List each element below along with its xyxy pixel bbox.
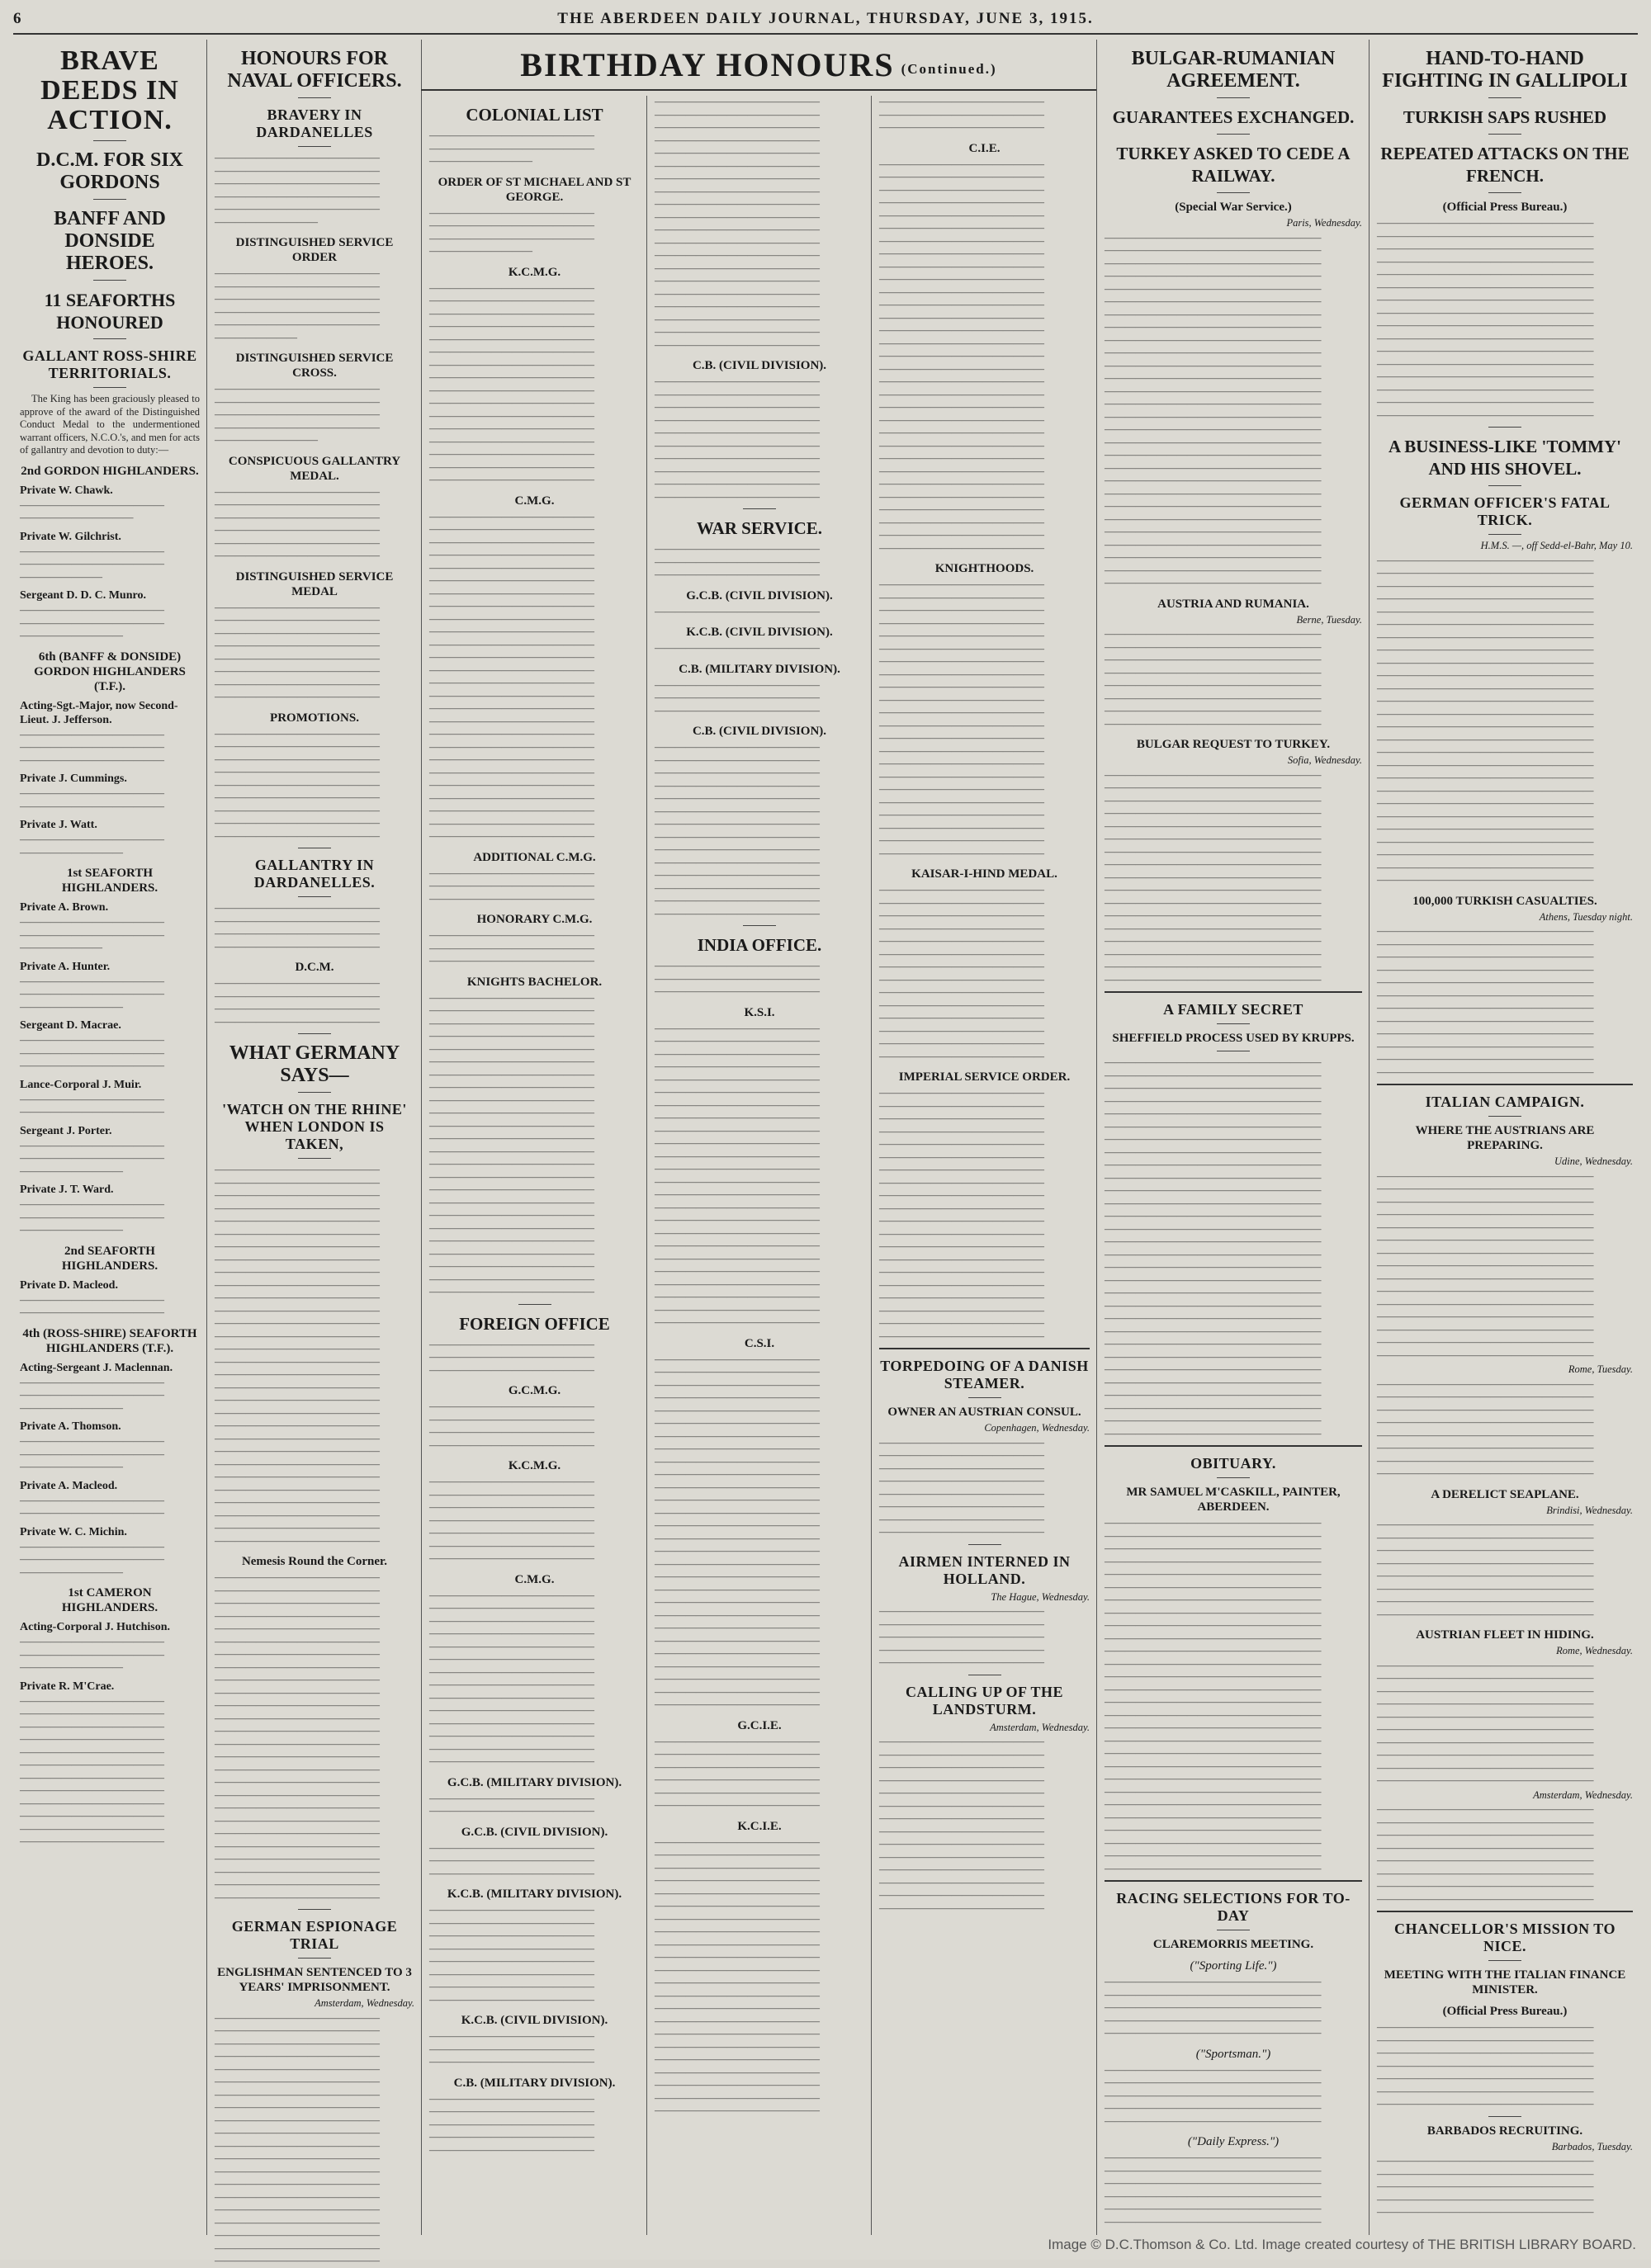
section-heading: C.S.I.: [744, 1336, 775, 1350]
recipient-name: Acting-Sergeant J. Maclennan.: [20, 1361, 173, 1374]
section-heading: C.B. (CIVIL DIVISION).: [692, 359, 827, 372]
dateline: Brindisi, Wednesday.: [1546, 1504, 1633, 1516]
section-heading: IMPERIAL SERVICE ORDER.: [898, 1070, 1071, 1084]
column-gallipoli: HAND-TO-HAND FIGHTING IN GALLIPOLI TURKISH SAPS RUSHED REPEATED ATTACKS ON THE FRENCH. (Official Press Bureau.) ————————————————————— ————————————————————— ————————————————————— ————————————————————— ————————————————————— ————————————————————— ————————————————————— ————————————————————— ————————————————————— ————————————————————— ————————————————————— ————————————————————— ————————————————————— ————————————————————— ————————————————————— ————————————————————— A BUSINESS-LIKE 'TOMMY' AND HIS SHOVEL. GERMAN OFFICER'S FATAL TRICK. H.M.S. —, off Sedd-el-Bahr, May 10. ————————————————————— ————————————————————— ————————————————————— ————————————————————— ————————————————————— ————————————————————— ————————————————————— ————————————————————— ————————————————————— ————————————————————— ————————————————————— ————————————————————— ————————————————————— ————————————————————— ————————————————————— ————————————————————— ————————————————————— ————————————————————— ————————————————————— ————————————————————— ————————————————————— ————————————————————— ————————————————————— ————————————————————— ————————————————————— ————————————————————— 100,000 TURKISH CASUALTIES. Athens, Tuesday night. ————————————————————— ————————————————————— ————————————————————— ————————————————————— ————————————————————— ————————————————————— ————————————————————— ————————————————————— ————————————————————— ————————————————————— ————————————————————— ————————————————————— ITALIAN CAMPAIGN. WHERE THE AUSTRIANS ARE PREPARING. Udine, Wednesday. ————————————————————— ————————————————————— ————————————————————— ————————————————————— ————————————————————— ————————————————————— ————————————————————— ————————————————————— ————————————————————— ————————————————————— ————————————————————— ————————————————————— ————————————————————— ————————————————————— ————————————————————— Rome, Tuesday. ————————————————————— ————————————————————— ————————————————————— ————————————————————— ————————————————————— ————————————————————— ————————————————————— ————————————————————— A DERELICT SEAPLANE. Brindisi, Wednesday. ————————————————————— ————————————————————— ————————————————————— ————————————————————— ————————————————————— ————————————————————— ————————————————————— ————————————————————— AUSTRIAN FLEET IN HIDING. Rome, Wednesday. ————————————————————— ————————————————————— ————————————————————— ————————————————————— ————————————————————— ————————————————————— ————————————————————— ————————————————————— ————————————————————— ————————————————————— Amsterdam, Wednesday. ————————————————————— ————————————————————— ————————————————————— ————————————————————— ————————————————————— ————————————————————— ————————————————————— ————————————————————— CHANCELLOR'S MISSION TO NICE. MEETING WITH THE ITALIAN FINANCE MINISTER. (Official Press Bureau.) ————————————————————— ————————————————————— ————————————————————— ————————————————————— ————————————————————— ————————————————————— ————————————————————— BARBADOS RECRUITING. Barbados, Tuesday. ————————————————————— ————————————————————— ————————————————————— ————————————————————— —————————————————————: [1377, 48, 1633, 2218]
section-heading: C.B. (MILITARY DIVISION).: [679, 662, 840, 676]
source-line: (Official Press Bureau.): [1442, 2005, 1568, 2018]
recipient-name: Private R. M'Crae.: [20, 1680, 115, 1693]
section-heading: DISTINGUISHED SERVICE CROSS.: [235, 352, 394, 380]
section-heading: FOREIGN OFFICE: [459, 1313, 610, 1334]
subheadline: TURKEY ASKED TO CEDE A RAILWAY.: [1116, 144, 1351, 186]
headline: GALLANTRY IN DARDANELLES.: [253, 857, 376, 891]
subheadline: MEETING WITH THE ITALIAN FINANCE MINISTER.: [1384, 1968, 1626, 1996]
recipient-name: Private D. Macleod.: [20, 1278, 118, 1292]
dateline: The Hague, Wednesday.: [991, 1590, 1090, 1603]
regiment-heading: 2nd SEAFORTH HIGHLANDERS.: [61, 1244, 158, 1273]
headline: BULGAR-RUMANIAN AGREEMENT.: [1131, 48, 1336, 92]
source-line: ("Sportsman."): [1195, 2047, 1271, 2061]
headline: ITALIAN CAMPAIGN.: [1425, 1094, 1585, 1110]
headline: GERMAN ESPIONAGE TRIAL: [231, 1918, 398, 1952]
section-heading: ORDER OF ST MICHAEL AND ST GEORGE.: [438, 175, 632, 204]
section-heading: BULGAR REQUEST TO TURKEY.: [1136, 738, 1331, 751]
recipient-name: Private J. Cummings.: [20, 773, 127, 785]
subheadline: GALLANT ROSS-SHIRE TERRITORIALS.: [22, 347, 197, 381]
birthday-honours-banner: [421, 40, 1096, 91]
section-heading: KNIGHTHOODS.: [934, 562, 1034, 575]
column-colonial-list: COLONIAL LIST ———————————————— ———————————————— —————————— ORDER OF ST MICHAEL AND ST GEORGE. ———————————————— ———————————————— ———————————————— —————————— K.C.M.G. ———————————————— ———————————————— ———————————————— ———————————————— ———————————————— ———————————————— ———————————————— ———————————————— ———————————————— ———————————————— ———————————————— ———————————————— ———————————————— ———————————————— ———————————————— ———————————————— C.M.G. ———————————————— ———————————————— ———————————————— ———————————————— ———————————————— ———————————————— ———————————————— ———————————————— ———————————————— ———————————————— ———————————————— ———————————————— ———————————————— ———————————————— ———————————————— ———————————————— ———————————————— ———————————————— ———————————————— ———————————————— ———————————————— ———————————————— ———————————————— ———————————————— ———————————————— ———————————————— ADDITIONAL C.M.G. ———————————————— ———————————————— ———————————————— HONORARY C.M.G. ———————————————— ———————————————— ———————————————— KNIGHTS BACHELOR. ———————————————— ———————————————— ———————————————— ———————————————— ———————————————— ———————————————— ———————————————— ———————————————— ———————————————— ———————————————— ———————————————— ———————————————— ———————————————— ———————————————— ———————————————— ———————————————— ———————————————— ———————————————— ———————————————— ———————————————— ———————————————— ———————————————— ———————————————— ———————————————— FOREIGN OFFICE ———————————————— ———————————————— ———————————————— G.C.M.G. ———————————————— ———————————————— ———————————————— ———————————————— K.C.M.G. ———————————————— ———————————————— ———————————————— ———————————————— ———————————————— ———————————————— ———————————————— C.M.G. ———————————————— ———————————————— ———————————————— ———————————————— ———————————————— ———————————————— ———————————————— ———————————————— ———————————————— ———————————————— ———————————————— ———————————————— ———————————————— ———————————————— G.C.B. (MILITARY DIVISION). ———————————————— ———————————————— G.C.B. (CIVIL DIVISION). ———————————————— ———————————————— ———————————————— K.C.B. (MILITARY DIVISION). ———————————————— ———————————————— ———————————————— ———————————————— ———————————————— ———————————————— ———————————————— ———————————————— K.C.B. (CIVIL DIVISION). ———————————————— ———————————————— ———————————————— C.B. (MILITARY DIVISION). ———————————————— ———————————————— ———————————————— ———————————————— ————————————————: [423, 96, 646, 2235]
section-heading: A DERELICT SEAPLANE.: [1431, 1487, 1579, 1501]
column-rule: [206, 40, 207, 2235]
dateline: Sofia, Wednesday.: [1287, 754, 1362, 766]
recipient-name: Sergeant J. Porter.: [20, 1124, 112, 1137]
masthead: THE ABERDEEN DAILY JOURNAL, THURSDAY, JUNE 3, 1915.: [557, 10, 1094, 27]
dateline: Barbados, Tuesday.: [1551, 2140, 1633, 2152]
section-heading: 100,000 TURKISH CASUALTIES.: [1412, 894, 1597, 908]
dateline: H.M.S. —, off Sedd-el-Bahr, May 10.: [1480, 540, 1633, 551]
subheadline: CLAREMORRIS MEETING.: [1152, 1938, 1314, 1951]
section-heading: INDIA OFFICE.: [697, 935, 822, 955]
page-number: 6: [13, 10, 22, 27]
section-heading: WAR SERVICE.: [696, 518, 823, 538]
dateline: Amsterdam, Wednesday.: [1533, 1788, 1633, 1801]
subheadline: ENGLISHMAN SENTENCED TO 3 YEARS' IMPRISONMENT.: [217, 1966, 412, 1994]
column-war-service: ———————————————— ———————————————— ———————————————— ———————————————— ———————————————— ———————————————— ———————————————— ———————————————— ———————————————— ———————————————— ———————————————— ———————————————— ———————————————— ———————————————— ———————————————— ———————————————— ———————————————— ———————————————— ———————————————— ———————————————— C.B. (CIVIL DIVISION). ———————————————— ———————————————— ———————————————— ———————————————— ———————————————— ———————————————— ———————————————— ———————————————— ———————————————— ———————————————— WAR SERVICE. ———————————————— ———————————————— ———————————————— G.C.B. (CIVIL DIVISION). ———————————————— K.C.B. (CIVIL DIVISION). ———————————————— C.B. (MILITARY DIVISION). ———————————————— ———————————————— ———————————————— C.B. (CIVIL DIVISION). ———————————————— ———————————————— ———————————————— ———————————————— ———————————————— ———————————————— ———————————————— ———————————————— ———————————————— ———————————————— ———————————————— ———————————————— ———————————————— ———————————————— INDIA OFFICE. ———————————————— ———————————————— ———————————————— K.S.I. ———————————————— ———————————————— ———————————————— ———————————————— ———————————————— ———————————————— ———————————————— ———————————————— ———————————————— ———————————————— ———————————————— ———————————————— ———————————————— ———————————————— ———————————————— ———————————————— ———————————————— ———————————————— ———————————————— ———————————————— ———————————————— ———————————————— ———————————————— ———————————————— C.S.I. ———————————————— ———————————————— ———————————————— ———————————————— ———————————————— ———————————————— ———————————————— ———————————————— ———————————————— ———————————————— ———————————————— ———————————————— ———————————————— ———————————————— ———————————————— ———————————————— ———————————————— ———————————————— ———————————————— ———————————————— ———————————————— ———————————————— ———————————————— ———————————————— ———————————————— ———————————————— ———————————————— ———————————————— G.C.I.E. ———————————————— ———————————————— ———————————————— ———————————————— ———————————————— ———————————————— K.C.I.E. ———————————————— ———————————————— ———————————————— ———————————————— ———————————————— ———————————————— ———————————————— ———————————————— ———————————————— ———————————————— ———————————————— ———————————————— ———————————————— ———————————————— ———————————————— ———————————————— ———————————————— ———————————————— ———————————————— ———————————————— ———————————————— ————————————————: [648, 96, 871, 2235]
subheadline: BANFF AND DONSIDE HEROES.: [54, 208, 166, 274]
dateline: Rome, Wednesday.: [1556, 1645, 1633, 1656]
subheadline: TURKISH SAPS RUSHED: [1403, 107, 1607, 127]
subheadline: BRAVERY IN DARDANELLES: [256, 106, 373, 140]
section-heading: HONORARY C.M.G.: [476, 913, 593, 926]
regiment-heading: 2nd GORDON HIGHLANDERS.: [21, 464, 199, 478]
section-heading: COLONIAL LIST: [466, 105, 603, 125]
headline: WHAT GERMANY SAYS—: [229, 1042, 400, 1086]
dateline: Udine, Wednesday.: [1554, 1155, 1633, 1167]
section-heading: G.C.I.E.: [737, 1718, 782, 1732]
recipient-name: Acting-Sgt.-Major, now Second-Lieut. J. Jefferson.: [20, 699, 178, 726]
subheadline: 'WATCH ON THE RHINE' WHEN LONDON IS TAKEN,: [222, 1101, 407, 1152]
section-heading: C.M.G.: [514, 1572, 555, 1586]
column-rule: [1096, 40, 1097, 2235]
dateline: Athens, Tuesday night.: [1539, 910, 1633, 923]
headline: A BUSINESS-LIKE 'TOMMY' AND HIS SHOVEL.: [1388, 437, 1621, 479]
headline: TORPEDOING OF A DANISH STEAMER.: [880, 1358, 1089, 1392]
section-heading: G.C.M.G.: [508, 1384, 561, 1397]
section-heading: G.C.B. (CIVIL DIVISION).: [686, 588, 833, 602]
regiment-heading: 1st CAMERON HIGHLANDERS.: [61, 1586, 158, 1614]
image-credit: Image © D.C.Thomson & Co. Ltd. Image created courtesy of THE BRITISH LIBRARY BOARD.: [1048, 2237, 1636, 2252]
regiment-heading: 4th (ROSS-SHIRE) SEAFORTH HIGHLANDERS (T.F.).: [22, 1326, 197, 1355]
recipient-name: Lance-Corporal J. Muir.: [20, 1078, 142, 1091]
recipient-name: Private A. Macleod.: [20, 1479, 118, 1492]
column-rule: [1369, 40, 1370, 2235]
headline: AIRMEN INTERNED IN HOLLAND.: [898, 1552, 1071, 1587]
dateline: Rome, Tuesday.: [1568, 1363, 1633, 1375]
section-heading: K.S.I.: [744, 1005, 775, 1019]
dateline: Amsterdam, Wednesday.: [315, 1997, 414, 2009]
recipient-name: Sergeant D. D. C. Munro.: [20, 589, 146, 602]
column-rule: [421, 40, 422, 2235]
section-heading: C.I.E.: [968, 141, 1001, 155]
subheadline: GUARANTEES EXCHANGED.: [1112, 107, 1355, 127]
column-rule: [646, 96, 647, 2235]
headline: OBITUARY.: [1190, 1455, 1276, 1472]
subheadline: MR SAMUEL M'CASKILL, PAINTER, ABERDEEN.: [1126, 1486, 1341, 1514]
section-heading: Nemesis Round the Corner.: [241, 1555, 388, 1568]
source-line: (Official Press Bureau.): [1442, 201, 1568, 214]
recipient-name: Acting-Corporal J. Hutchison.: [20, 1621, 170, 1633]
column-rule: [871, 96, 872, 2235]
subheadline: WHERE THE AUSTRIANS ARE PREPARING.: [1415, 1124, 1595, 1152]
recipient-name: Private W. Gilchrist.: [20, 530, 121, 543]
section-heading: ADDITIONAL C.M.G.: [473, 850, 596, 864]
source-line: ("Daily Express."): [1187, 2135, 1280, 2148]
section-heading: C.B. (CIVIL DIVISION).: [692, 725, 827, 738]
subheadline: REPEATED ATTACKS ON THE FRENCH.: [1380, 144, 1630, 186]
recipient-name: Private A. Hunter.: [20, 960, 111, 973]
recipient-name: Private J. T. Ward.: [20, 1184, 114, 1196]
subheadline: 11 SEAFORTHS HONOURED: [44, 290, 176, 333]
dateline: Paris, Wednesday.: [1286, 217, 1362, 229]
section-heading: KAISAR-I-HIND MEDAL.: [911, 867, 1057, 881]
recipient-name: Private J. Watt.: [20, 819, 97, 831]
headline: A FAMILY SECRET: [1163, 1001, 1303, 1018]
recipient-name: Private W. C. Michin.: [20, 1525, 127, 1538]
section-heading: C.M.G.: [514, 494, 555, 508]
subheadline: D.C.M. FOR SIX GORDONS: [36, 149, 183, 193]
section-heading: K.C.M.G.: [508, 1459, 561, 1472]
regiment-heading: 6th (BANFF & DONSIDE) GORDON HIGHLANDERS (T.F.).: [34, 650, 186, 693]
service-line: (Special War Service.): [1175, 201, 1292, 214]
section-heading: K.C.B. (CIVIL DIVISION).: [686, 626, 833, 639]
section-heading: K.C.B. (CIVIL DIVISION).: [461, 2014, 608, 2027]
headline: HAND-TO-HAND FIGHTING IN GALLIPOLI: [1382, 48, 1628, 92]
column-bulgar-rumanian: BULGAR-RUMANIAN AGREEMENT. GUARANTEES EXCHANGED. TURKEY ASKED TO CEDE A RAILWAY. (Special War Service.) Paris, Wednesday. ————————————————————— ————————————————————— ————————————————————— ————————————————————— ————————————————————— ————————————————————— ————————————————————— ————————————————————— ————————————————————— ————————————————————— ————————————————————— ————————————————————— ————————————————————— ————————————————————— ————————————————————— ————————————————————— ————————————————————— ————————————————————— ————————————————————— ————————————————————— ————————————————————— ————————————————————— ————————————————————— ————————————————————— ————————————————————— ————————————————————— ————————————————————— ————————————————————— AUSTRIA AND RUMANIA. Berne, Tuesday. ————————————————————— ————————————————————— ————————————————————— ————————————————————— ————————————————————— ————————————————————— ————————————————————— ————————————————————— BULGAR REQUEST TO TURKEY. Sofia, Wednesday. ————————————————————— ————————————————————— ————————————————————— ————————————————————— ————————————————————— ————————————————————— ————————————————————— ————————————————————— ————————————————————— ————————————————————— ————————————————————— ————————————————————— ————————————————————— ————————————————————— ————————————————————— ————————————————————— ————————————————————— A FAMILY SECRET SHEFFIELD PROCESS USED BY KRUPPS. ————————————————————— ————————————————————— ————————————————————— ————————————————————— ————————————————————— ————————————————————— ————————————————————— ————————————————————— ————————————————————— ————————————————————— ————————————————————— ————————————————————— ————————————————————— ————————————————————— ————————————————————— ————————————————————— ————————————————————— ————————————————————— ————————————————————— ————————————————————— ————————————————————— ————————————————————— ————————————————————— ————————————————————— ————————————————————— ————————————————————— ————————————————————— ————————————————————— ————————————————————— ————————————————————— OBITUARY. MR SAMUEL M'CASKILL, PAINTER, ABERDEEN. ————————————————————— ————————————————————— ————————————————————— ————————————————————— ————————————————————— ————————————————————— ————————————————————— ————————————————————— ————————————————————— ————————————————————— ————————————————————— ————————————————————— ————————————————————— ————————————————————— ————————————————————— ————————————————————— ————————————————————— ————————————————————— ————————————————————— ————————————————————— ————————————————————— ————————————————————— ————————————————————— ————————————————————— ————————————————————— ————————————————————— ————————————————————— ————————————————————— RACING SELECTIONS FOR TO-DAY CLAREMORRIS MEETING. ("Sporting Life.") ————————————————————— ————————————————————— ————————————————————— ————————————————————— ————————————————————— ("Sportsman.") ————————————————————— ————————————————————— ————————————————————— ————————————————————— ————————————————————— ("Daily Express.") ————————————————————— ————————————————————— ————————————————————— ————————————————————— ————————————————————— —————————————————————: [1105, 48, 1362, 2228]
recipient-name: Private A. Thomson.: [20, 1420, 121, 1433]
headline: CHANCELLOR'S MISSION TO NICE.: [1394, 1921, 1616, 1954]
column-brave-deeds: BRAVE DEEDS IN ACTION. D.C.M. FOR SIX GORDONS BANFF AND DONSIDE HEROES. 11 SEAFORTHS HONOURED GALLANT ROSS-SHIRE TERRITORIALS. The King has been graciously pleased to approve of the award of the Distinguished Conduct Medal to the undermentioned warrant officers, N.C.O.'s, and men for acts of gallantry and devotion to duty:— 2nd GORDON HIGHLANDERS. Private W. Chawk. —————————————— ——————————— Private W. Gilchrist. —————————————— —————————————— ———————— Sergeant D. D. C. Munro. —————————————— —————————————— —————————— 6th (BANFF & DONSIDE) GORDON HIGHLANDERS (T.F.). Acting-Sgt.-Major, now Second-Lieut. J. Jefferson. —————————————— —————————————— —————————————— Private J. Cummings. —————————————— —————————————— Private J. Watt. —————————————— —————————— 1st SEAFORTH HIGHLANDERS. Private A. Brown. —————————————— —————————————— ———————— Private A. Hunter. —————————————— —————————————— —————————— Sergeant D. Macrae. —————————————— —————————————— —————————————— Lance-Corporal J. Muir. —————————————— —————————————— Sergeant J. Porter. —————————————— —————————————— —————————— Private J. T. Ward. —————————————— —————————————— —————————— 2nd SEAFORTH HIGHLANDERS. Private D. Macleod. —————————————— —————————————— 4th (ROSS-SHIRE) SEAFORTH HIGHLANDERS (T.F.). Acting-Sergeant J. Maclennan. —————————————— —————————————— —————————— Private A. Thomson. —————————————— —————————————— —————————— Private A. Macleod. —————————————— —————————————— Private W. C. Michin. —————————————— —————————————— —————————— 1st CAMERON HIGHLANDERS. Acting-Corporal J. Hutchison. —————————————— —————————————— —————————— Private R. M'Crae. —————————————— —————————————— —————————————— —————————————— —————————————— —————————————— —————————————— —————————————— —————————————— —————————————— —————————————— ——————————————: [20, 45, 200, 1847]
subheadline: GERMAN OFFICER'S FATAL TRICK.: [1399, 494, 1611, 528]
running-header: [13, 5, 1638, 35]
section-heading: AUSTRIAN FLEET IN HIDING.: [1416, 1628, 1594, 1642]
headline: BARBADOS RECRUITING.: [1426, 2124, 1583, 2138]
section-heading: G.C.B. (MILITARY DIVISION).: [447, 1775, 622, 1789]
recipient-name: Private A. Brown.: [20, 901, 109, 914]
section-heading: K.C.B. (MILITARY DIVISION).: [447, 1888, 622, 1901]
section-heading: CONSPICUOUS GALLANTRY MEDAL.: [228, 454, 401, 483]
section-heading: DISTINGUISHED SERVICE ORDER: [235, 236, 394, 264]
section-heading: PROMOTIONS.: [270, 711, 359, 725]
banner-continued: (Continued.): [901, 61, 997, 77]
dateline: Amsterdam, Wednesday.: [990, 1721, 1090, 1733]
dateline: Berne, Tuesday.: [1296, 613, 1362, 626]
column-naval-honours: HONOURS FOR NAVAL OFFICERS. BRAVERY IN DARDANELLES ———————————————— ———————————————— ———————————————— ———————————————— ———————————————— —————————— DISTINGUISHED SERVICE ORDER ———————————————— ———————————————— ———————————————— ———————————————— ———————————————— ———————— DISTINGUISHED SERVICE CROSS. ———————————————— ———————————————— ———————————————— ———————————————— —————————— CONSPICUOUS GALLANTRY MEDAL. ———————————————— ———————————————— ———————————————— ———————————————— ———————————————— ———————————————— DISTINGUISHED SERVICE MEDAL ———————————————— ———————————————— ———————————————— ———————————————— ———————————————— ———————————————— ———————————————— ———————————————— PROMOTIONS. ———————————————— ———————————————— ———————————————— ———————————————— ———————————————— ———————————————— ———————————————— ———————————————— ———————————————— GALLANTRY IN DARDANELLES. ———————————————— ———————————————— ———————————————— ———————————————— D.C.M. ———————————————— ———————————————— ———————————————— ———————————————— WHAT GERMANY SAYS— 'WATCH ON THE RHINE' WHEN LONDON IS TAKEN, ———————————————— ———————————————— ———————————————— ———————————————— ———————————————— ———————————————— ———————————————— ———————————————— ———————————————— ———————————————— ———————————————— ———————————————— ———————————————— ———————————————— ———————————————— ———————————————— ———————————————— ———————————————— ———————————————— ———————————————— ———————————————— ———————————————— ———————————————— ———————————————— ———————————————— ———————————————— ———————————————— ———————————————— ———————————————— ———————————————— Nemesis Round the Corner. ———————————————— ———————————————— ———————————————— ———————————————— ———————————————— ———————————————— ———————————————— ———————————————— ———————————————— ———————————————— ———————————————— ———————————————— ———————————————— ———————————————— ———————————————— ———————————————— ———————————————— ———————————————— ———————————————— ———————————————— ———————————————— ———————————————— ———————————————— ———————————————— ———————————————— ———————————————— GERMAN ESPIONAGE TRIAL ENGLISHMAN SENTENCED TO 3 YEARS' IMPRISONMENT. Amsterdam, Wednesday. ———————————————— ———————————————— ———————————————— ———————————————— ———————————————— ———————————————— ———————————————— ———————————————— ———————————————— ———————————————— ———————————————— ———————————————— ———————————————— ———————————————— ———————————————— ———————————————— ———————————————— ———————————————— ———————————————— ————————————————: [215, 48, 414, 2266]
section-heading: C.B. (MILITARY DIVISION).: [453, 2076, 616, 2090]
section-heading: AUSTRIA AND RUMANIA.: [1157, 597, 1309, 611]
headline: RACING SELECTIONS FOR TO-DAY: [1116, 1890, 1351, 1924]
banner-title: BIRTHDAY HONOURS: [520, 45, 895, 83]
article-intro: The King has been graciously pleased to approve of the award of the Distinguished Conduct Medal to the undermentioned warrant officers, N.C.O.'s, and men for acts of gallantry and devotion to duty:—: [20, 393, 200, 456]
recipient-name: Sergeant D. Macrae.: [20, 1019, 121, 1032]
column-india-honours: ———————————————— ———————————————— ———————————————— C.I.E. ———————————————— ———————————————— ———————————————— ———————————————— ———————————————— ———————————————— ———————————————— ———————————————— ———————————————— ———————————————— ———————————————— ———————————————— ———————————————— ———————————————— ———————————————— ———————————————— ———————————————— ———————————————— ———————————————— ———————————————— ———————————————— ———————————————— ———————————————— ———————————————— ———————————————— ———————————————— ———————————————— ———————————————— ———————————————— ———————————————— ———————————————— KNIGHTHOODS. ———————————————— ———————————————— ———————————————— ———————————————— ———————————————— ———————————————— ———————————————— ———————————————— ———————————————— ———————————————— ———————————————— ———————————————— ———————————————— ———————————————— ———————————————— ———————————————— ———————————————— ———————————————— ———————————————— ———————————————— ———————————————— ———————————————— KAISAR-I-HIND MEDAL. ———————————————— ———————————————— ———————————————— ———————————————— ———————————————— ———————————————— ———————————————— ———————————————— ———————————————— ———————————————— ———————————————— ———————————————— ———————————————— ———————————————— IMPERIAL SERVICE ORDER. ———————————————— ———————————————— ———————————————— ———————————————— ———————————————— ———————————————— ———————————————— ———————————————— ———————————————— ———————————————— ———————————————— ———————————————— ———————————————— ———————————————— ———————————————— ———————————————— ———————————————— ———————————————— ———————————————— ———————————————— TORPEDOING OF A DANISH STEAMER. OWNER AN AUSTRIAN CONSUL. Copenhagen, Wednesday. ———————————————— ———————————————— ———————————————— ———————————————— ———————————————— ———————————————— ———————————————— ———————————————— AIRMEN INTERNED IN HOLLAND. The Hague, Wednesday. ———————————————— ———————————————— ———————————————— ———————————————— ———————————————— CALLING UP OF THE LANDSTURM. Amsterdam, Wednesday. ———————————————— ———————————————— ———————————————— ———————————————— ———————————————— ———————————————— ———————————————— ———————————————— ———————————————— ———————————————— ———————————————— ———————————————— ———————————————— ————————————————: [879, 96, 1090, 1914]
section-heading: K.C.I.E.: [737, 1819, 782, 1833]
headline: BRAVE DEEDS IN ACTION.: [40, 45, 179, 135]
source-line: ("Sporting Life."): [1190, 1959, 1277, 1973]
headline: CALLING UP OF THE LANDSTURM.: [905, 1683, 1064, 1718]
dateline: Copenhagen, Wednesday.: [984, 1422, 1090, 1434]
subheadline: SHEFFIELD PROCESS USED BY KRUPPS.: [1112, 1032, 1355, 1045]
subheadline: OWNER AN AUSTRIAN CONSUL.: [887, 1406, 1081, 1419]
section-heading: D.C.M.: [295, 961, 334, 974]
section-heading: K.C.M.G.: [508, 265, 561, 279]
headline: HONOURS FOR NAVAL OFFICERS.: [227, 48, 402, 92]
recipient-name: Private W. Chawk.: [20, 484, 113, 497]
section-heading: DISTINGUISHED SERVICE MEDAL: [235, 569, 394, 598]
regiment-heading: 1st SEAFORTH HIGHLANDERS.: [61, 867, 158, 895]
section-heading: G.C.B. (CIVIL DIVISION).: [461, 1825, 608, 1839]
section-heading: KNIGHTS BACHELOR.: [466, 975, 603, 989]
